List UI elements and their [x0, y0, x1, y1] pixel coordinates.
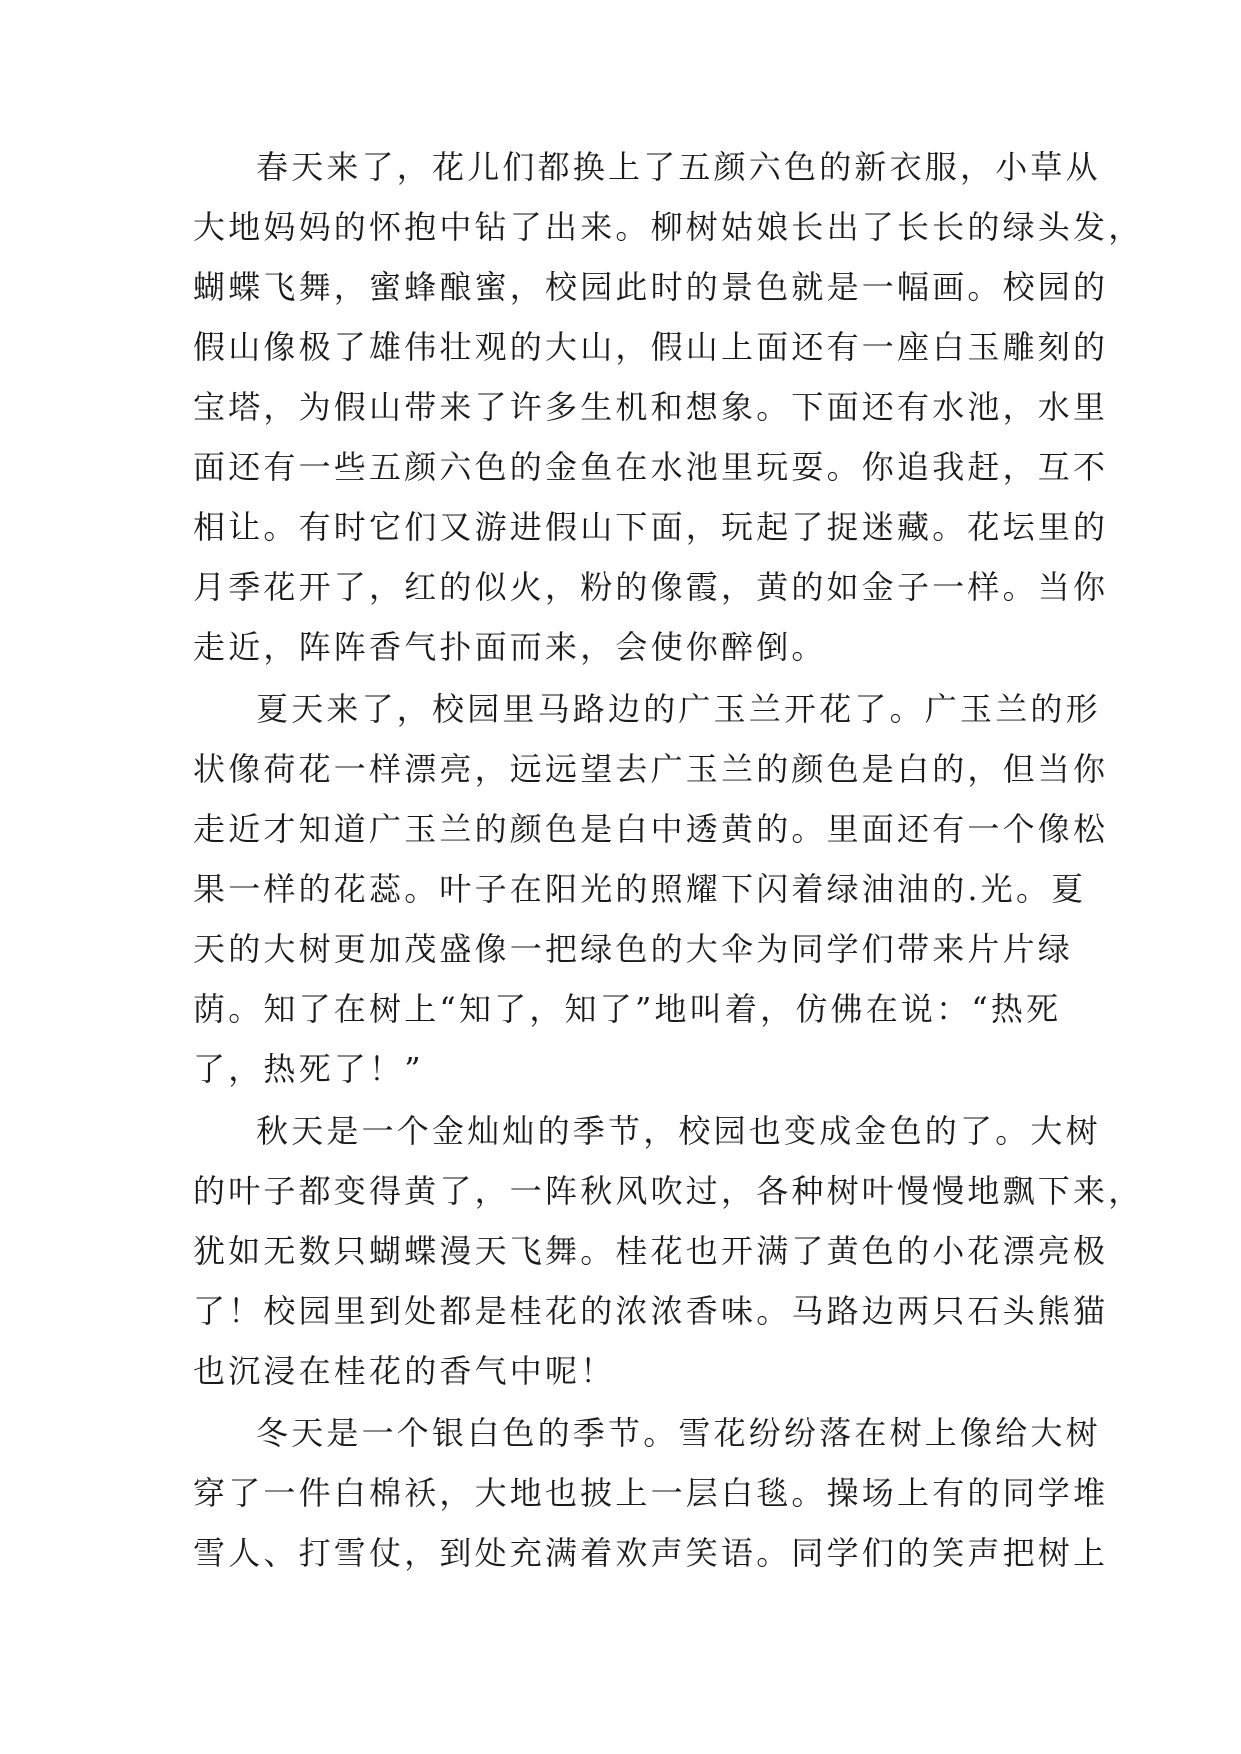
text-line: 犹如无数只蝴蝶漫天飞舞。桂花也开满了黄色的小花漂亮极 [193, 1232, 1109, 1270]
text-line: 状像荷花一样漂亮，远远望去广玉兰的颜色是白的，但当你 [193, 750, 1109, 788]
text-line: 的叶子都变得黄了，一阵秋风吹过，各种树叶慢慢地飘下来， [193, 1172, 1144, 1210]
text-line: 夏天来了，校园里马路边的广玉兰开花了。广玉兰的形 [256, 690, 1101, 728]
text-line: 荫。知了在树上“知了，知了”地叫着，仿佛在说：“热死 [193, 990, 1062, 1028]
text-line: 了！校园里到处都是桂花的浓浓香味。马路边两只石头熊猫 [193, 1292, 1109, 1330]
text-line: 春天来了，花儿们都换上了五颜六色的新衣服，小草从 [256, 148, 1101, 186]
text-line: 相让。有时它们又游进假山下面，玩起了捉迷藏。花坛里的 [193, 508, 1109, 546]
text-line: 假山像极了雄伟壮观的大山，假山上面还有一座白玉雕刻的 [193, 328, 1109, 366]
text-line: 穿了一件白棉袄，大地也披上一层白毯。操场上有的同学堆 [193, 1474, 1109, 1512]
text-line: 秋天是一个金灿灿的季节，校园也变成金色的了。大树 [256, 1112, 1101, 1150]
text-line: 也沉浸在桂花的香气中呢！ [193, 1352, 616, 1390]
text-line: 走近，阵阵香气扑面而来，会使你醉倒。 [193, 628, 827, 666]
text-line: 大地妈妈的怀抱中钻了出来。柳树姑娘长出了长长的绿头发， [193, 208, 1144, 246]
text-line: 了，热死了！” [193, 1050, 424, 1088]
text-line: 宝塔，为假山带来了许多生机和想象。下面还有水池，水里 [193, 388, 1109, 426]
text-line: 蝴蝶飞舞，蜜蜂酿蜜，校园此时的景色就是一幅画。校园的 [193, 268, 1109, 306]
text-line: 月季花开了，红的似火，粉的像霞，黄的如金子一样。当你 [193, 568, 1109, 606]
text-line: 天的大树更加茂盛像一把绿色的大伞为同学们带来片片绿 [193, 930, 1074, 968]
text-line: 雪人、打雪仗，到处充满着欢声笑语。同学们的笑声把树上 [193, 1534, 1109, 1572]
text-line: 走近才知道广玉兰的颜色是白中透黄的。里面还有一个像松 [193, 810, 1109, 848]
text-line: 果一样的花蕊。叶子在阳光的照耀下闪着绿油油的.光。夏 [193, 870, 1087, 908]
text-line: 面还有一些五颜六色的金鱼在水池里玩耍。你追我赶，互不 [193, 448, 1109, 486]
text-line: 冬天是一个银白色的季节。雪花纷纷落在树上像给大树 [256, 1414, 1101, 1452]
